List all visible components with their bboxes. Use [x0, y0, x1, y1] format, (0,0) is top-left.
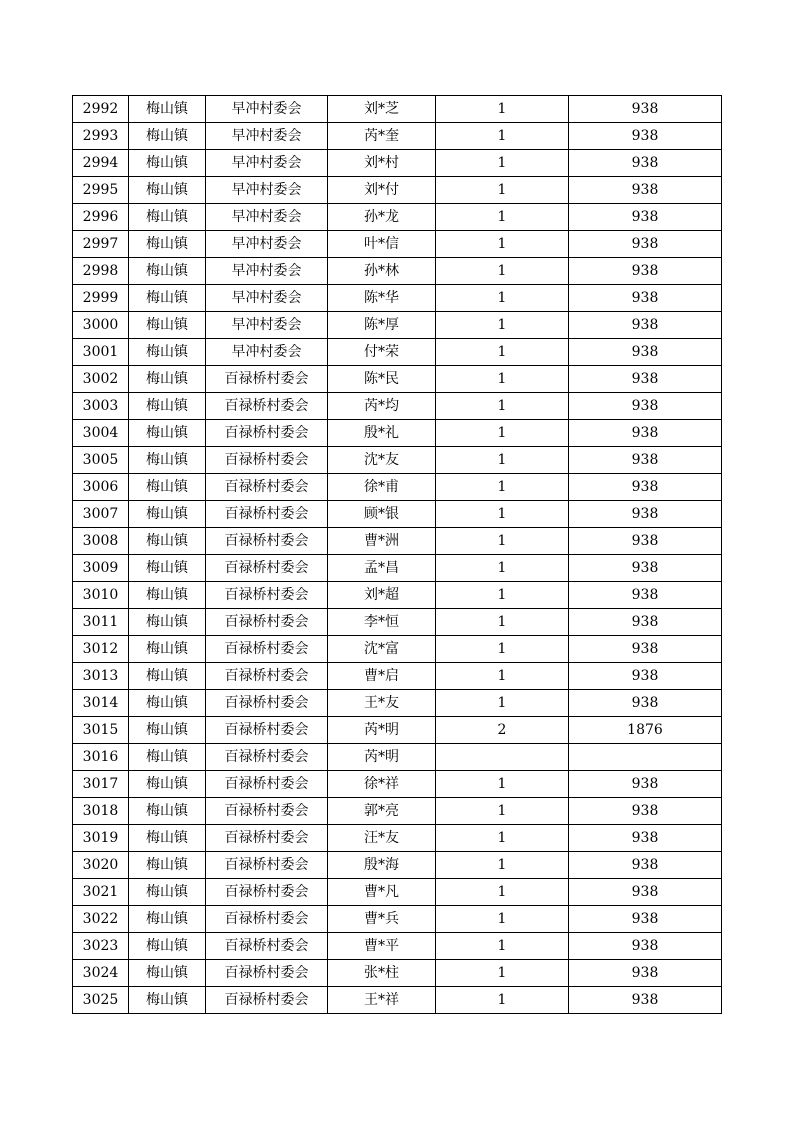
- village-committee-cell: 早冲村委会: [206, 258, 328, 285]
- town-cell: 梅山镇: [129, 312, 206, 339]
- amount-cell: 938: [569, 285, 722, 312]
- serial-number-cell: 3007: [73, 501, 129, 528]
- count-cell: 2: [436, 717, 569, 744]
- count-cell: 1: [436, 609, 569, 636]
- name-cell: 芮*明: [328, 744, 436, 771]
- table-row: [73, 150, 722, 177]
- table-row: [73, 798, 722, 825]
- table-row: [73, 609, 722, 636]
- serial-number-cell: 3009: [73, 555, 129, 582]
- table-row: [73, 852, 722, 879]
- count-cell: 1: [436, 312, 569, 339]
- town-cell: 梅山镇: [129, 690, 206, 717]
- amount-cell: 938: [569, 96, 722, 123]
- count-cell: [436, 744, 569, 771]
- town-cell: 梅山镇: [129, 744, 206, 771]
- amount-cell: 938: [569, 960, 722, 987]
- village-committee-cell: 百禄桥村委会: [206, 852, 328, 879]
- amount-cell: 938: [569, 798, 722, 825]
- name-cell: 芮*均: [328, 393, 436, 420]
- name-cell: 刘*超: [328, 582, 436, 609]
- beneficiary-table: [72, 95, 722, 1014]
- count-cell: 1: [436, 96, 569, 123]
- town-cell: 梅山镇: [129, 447, 206, 474]
- amount-cell: 938: [569, 474, 722, 501]
- table-row: [73, 690, 722, 717]
- name-cell: 曹*兵: [328, 906, 436, 933]
- count-cell: 1: [436, 393, 569, 420]
- serial-number-cell: 3003: [73, 393, 129, 420]
- village-committee-cell: 百禄桥村委会: [206, 474, 328, 501]
- name-cell: 陈*民: [328, 366, 436, 393]
- village-committee-cell: 百禄桥村委会: [206, 420, 328, 447]
- table-row: [73, 744, 722, 771]
- count-cell: 1: [436, 204, 569, 231]
- town-cell: 梅山镇: [129, 258, 206, 285]
- amount-cell: 938: [569, 204, 722, 231]
- amount-cell: 938: [569, 177, 722, 204]
- table-row: [73, 906, 722, 933]
- serial-number-cell: 3000: [73, 312, 129, 339]
- count-cell: 1: [436, 798, 569, 825]
- town-cell: 梅山镇: [129, 906, 206, 933]
- town-cell: 梅山镇: [129, 150, 206, 177]
- table-row: [73, 177, 722, 204]
- serial-number-cell: 3025: [73, 987, 129, 1014]
- town-cell: 梅山镇: [129, 987, 206, 1014]
- amount-cell: 938: [569, 933, 722, 960]
- amount-cell: 938: [569, 555, 722, 582]
- document-table-container: [72, 95, 721, 1014]
- table-row: [73, 366, 722, 393]
- town-cell: 梅山镇: [129, 285, 206, 312]
- village-committee-cell: 百禄桥村委会: [206, 690, 328, 717]
- name-cell: 刘*村: [328, 150, 436, 177]
- name-cell: 孙*龙: [328, 204, 436, 231]
- town-cell: 梅山镇: [129, 798, 206, 825]
- amount-cell: 938: [569, 150, 722, 177]
- town-cell: 梅山镇: [129, 852, 206, 879]
- village-committee-cell: 百禄桥村委会: [206, 933, 328, 960]
- amount-cell: 938: [569, 393, 722, 420]
- name-cell: 曹*洲: [328, 528, 436, 555]
- village-committee-cell: 早冲村委会: [206, 312, 328, 339]
- table-row: [73, 582, 722, 609]
- village-committee-cell: 百禄桥村委会: [206, 555, 328, 582]
- name-cell: 曹*凡: [328, 879, 436, 906]
- count-cell: 1: [436, 879, 569, 906]
- table-row: [73, 501, 722, 528]
- table-row: [73, 339, 722, 366]
- serial-number-cell: 2995: [73, 177, 129, 204]
- serial-number-cell: 3012: [73, 636, 129, 663]
- count-cell: 1: [436, 501, 569, 528]
- town-cell: 梅山镇: [129, 582, 206, 609]
- serial-number-cell: 2998: [73, 258, 129, 285]
- town-cell: 梅山镇: [129, 960, 206, 987]
- table-row: [73, 528, 722, 555]
- town-cell: 梅山镇: [129, 501, 206, 528]
- serial-number-cell: 2996: [73, 204, 129, 231]
- town-cell: 梅山镇: [129, 825, 206, 852]
- village-committee-cell: 百禄桥村委会: [206, 501, 328, 528]
- serial-number-cell: 3020: [73, 852, 129, 879]
- serial-number-cell: 3014: [73, 690, 129, 717]
- table-row: [73, 771, 722, 798]
- village-committee-cell: 早冲村委会: [206, 150, 328, 177]
- name-cell: 刘*付: [328, 177, 436, 204]
- amount-cell: 938: [569, 528, 722, 555]
- amount-cell: 938: [569, 231, 722, 258]
- count-cell: 1: [436, 447, 569, 474]
- town-cell: 梅山镇: [129, 231, 206, 258]
- count-cell: 1: [436, 231, 569, 258]
- count-cell: 1: [436, 555, 569, 582]
- amount-cell: 938: [569, 663, 722, 690]
- table-row: [73, 258, 722, 285]
- town-cell: 梅山镇: [129, 555, 206, 582]
- name-cell: 曹*启: [328, 663, 436, 690]
- serial-number-cell: 2997: [73, 231, 129, 258]
- amount-cell: 938: [569, 609, 722, 636]
- village-committee-cell: 早冲村委会: [206, 285, 328, 312]
- table-row: [73, 825, 722, 852]
- village-committee-cell: 百禄桥村委会: [206, 366, 328, 393]
- count-cell: 1: [436, 285, 569, 312]
- amount-cell: 938: [569, 987, 722, 1014]
- amount-cell: 938: [569, 447, 722, 474]
- count-cell: 1: [436, 852, 569, 879]
- name-cell: 芮*明: [328, 717, 436, 744]
- serial-number-cell: 3017: [73, 771, 129, 798]
- serial-number-cell: 3021: [73, 879, 129, 906]
- village-committee-cell: 百禄桥村委会: [206, 609, 328, 636]
- amount-cell: 938: [569, 825, 722, 852]
- amount-cell: 938: [569, 690, 722, 717]
- name-cell: 付*荣: [328, 339, 436, 366]
- name-cell: 顾*银: [328, 501, 436, 528]
- count-cell: 1: [436, 339, 569, 366]
- village-committee-cell: 百禄桥村委会: [206, 663, 328, 690]
- serial-number-cell: 3001: [73, 339, 129, 366]
- name-cell: 徐*甫: [328, 474, 436, 501]
- count-cell: 1: [436, 771, 569, 798]
- count-cell: 1: [436, 528, 569, 555]
- table-row: [73, 123, 722, 150]
- table-row: [73, 933, 722, 960]
- name-cell: 曹*平: [328, 933, 436, 960]
- count-cell: 1: [436, 906, 569, 933]
- name-cell: 张*柱: [328, 960, 436, 987]
- table-row: [73, 987, 722, 1014]
- name-cell: 陈*华: [328, 285, 436, 312]
- count-cell: 1: [436, 177, 569, 204]
- town-cell: 梅山镇: [129, 771, 206, 798]
- village-committee-cell: 早冲村委会: [206, 123, 328, 150]
- table-row: [73, 879, 722, 906]
- name-cell: 徐*祥: [328, 771, 436, 798]
- town-cell: 梅山镇: [129, 393, 206, 420]
- serial-number-cell: 3018: [73, 798, 129, 825]
- name-cell: 殷*礼: [328, 420, 436, 447]
- town-cell: 梅山镇: [129, 609, 206, 636]
- town-cell: 梅山镇: [129, 420, 206, 447]
- count-cell: 1: [436, 123, 569, 150]
- village-committee-cell: 早冲村委会: [206, 177, 328, 204]
- count-cell: 1: [436, 663, 569, 690]
- table-row: [73, 231, 722, 258]
- table-row: [73, 96, 722, 123]
- count-cell: 1: [436, 960, 569, 987]
- table-row: [73, 204, 722, 231]
- count-cell: 1: [436, 150, 569, 177]
- town-cell: 梅山镇: [129, 933, 206, 960]
- table-row: [73, 447, 722, 474]
- village-committee-cell: 百禄桥村委会: [206, 771, 328, 798]
- table-row: [73, 312, 722, 339]
- serial-number-cell: 3022: [73, 906, 129, 933]
- table-row: [73, 960, 722, 987]
- amount-cell: [569, 744, 722, 771]
- amount-cell: 938: [569, 420, 722, 447]
- serial-number-cell: 3005: [73, 447, 129, 474]
- count-cell: 1: [436, 420, 569, 447]
- name-cell: 孙*林: [328, 258, 436, 285]
- village-committee-cell: 早冲村委会: [206, 339, 328, 366]
- table-row: [73, 663, 722, 690]
- village-committee-cell: 早冲村委会: [206, 204, 328, 231]
- amount-cell: 938: [569, 636, 722, 663]
- amount-cell: 938: [569, 123, 722, 150]
- serial-number-cell: 2999: [73, 285, 129, 312]
- amount-cell: 938: [569, 339, 722, 366]
- name-cell: 郭*亮: [328, 798, 436, 825]
- name-cell: 沈*富: [328, 636, 436, 663]
- name-cell: 刘*芝: [328, 96, 436, 123]
- count-cell: 1: [436, 258, 569, 285]
- count-cell: 1: [436, 825, 569, 852]
- amount-cell: 938: [569, 771, 722, 798]
- name-cell: 汪*友: [328, 825, 436, 852]
- amount-cell: 938: [569, 312, 722, 339]
- table-row: [73, 717, 722, 744]
- serial-number-cell: 2994: [73, 150, 129, 177]
- town-cell: 梅山镇: [129, 177, 206, 204]
- table-body: [73, 96, 722, 1014]
- serial-number-cell: 3015: [73, 717, 129, 744]
- village-committee-cell: 百禄桥村委会: [206, 744, 328, 771]
- serial-number-cell: 3002: [73, 366, 129, 393]
- village-committee-cell: 百禄桥村委会: [206, 879, 328, 906]
- table-row: [73, 393, 722, 420]
- village-committee-cell: 百禄桥村委会: [206, 798, 328, 825]
- count-cell: 1: [436, 933, 569, 960]
- town-cell: 梅山镇: [129, 474, 206, 501]
- town-cell: 梅山镇: [129, 663, 206, 690]
- serial-number-cell: 3024: [73, 960, 129, 987]
- village-committee-cell: 百禄桥村委会: [206, 960, 328, 987]
- village-committee-cell: 百禄桥村委会: [206, 447, 328, 474]
- count-cell: 1: [436, 582, 569, 609]
- amount-cell: 938: [569, 852, 722, 879]
- village-committee-cell: 百禄桥村委会: [206, 528, 328, 555]
- village-committee-cell: 百禄桥村委会: [206, 582, 328, 609]
- village-committee-cell: 百禄桥村委会: [206, 636, 328, 663]
- count-cell: 1: [436, 474, 569, 501]
- name-cell: 殷*海: [328, 852, 436, 879]
- serial-number-cell: 3010: [73, 582, 129, 609]
- serial-number-cell: 3019: [73, 825, 129, 852]
- serial-number-cell: 3006: [73, 474, 129, 501]
- amount-cell: 938: [569, 582, 722, 609]
- serial-number-cell: 3011: [73, 609, 129, 636]
- village-committee-cell: 百禄桥村委会: [206, 393, 328, 420]
- amount-cell: 938: [569, 879, 722, 906]
- village-committee-cell: 百禄桥村委会: [206, 906, 328, 933]
- town-cell: 梅山镇: [129, 879, 206, 906]
- town-cell: 梅山镇: [129, 528, 206, 555]
- town-cell: 梅山镇: [129, 339, 206, 366]
- count-cell: 1: [436, 636, 569, 663]
- village-committee-cell: 早冲村委会: [206, 96, 328, 123]
- amount-cell: 1876: [569, 717, 722, 744]
- town-cell: 梅山镇: [129, 366, 206, 393]
- name-cell: 陈*厚: [328, 312, 436, 339]
- amount-cell: 938: [569, 501, 722, 528]
- name-cell: 叶*信: [328, 231, 436, 258]
- town-cell: 梅山镇: [129, 123, 206, 150]
- amount-cell: 938: [569, 366, 722, 393]
- table-row: [73, 420, 722, 447]
- village-committee-cell: 百禄桥村委会: [206, 825, 328, 852]
- name-cell: 王*祥: [328, 987, 436, 1014]
- town-cell: 梅山镇: [129, 204, 206, 231]
- name-cell: 王*友: [328, 690, 436, 717]
- village-committee-cell: 百禄桥村委会: [206, 717, 328, 744]
- serial-number-cell: 3008: [73, 528, 129, 555]
- name-cell: 沈*友: [328, 447, 436, 474]
- table-row: [73, 285, 722, 312]
- serial-number-cell: 2993: [73, 123, 129, 150]
- name-cell: 李*恒: [328, 609, 436, 636]
- count-cell: 1: [436, 690, 569, 717]
- table-row: [73, 555, 722, 582]
- name-cell: 芮*奎: [328, 123, 436, 150]
- serial-number-cell: 3016: [73, 744, 129, 771]
- town-cell: 梅山镇: [129, 717, 206, 744]
- village-committee-cell: 百禄桥村委会: [206, 987, 328, 1014]
- serial-number-cell: 2992: [73, 96, 129, 123]
- town-cell: 梅山镇: [129, 636, 206, 663]
- name-cell: 孟*昌: [328, 555, 436, 582]
- table-row: [73, 636, 722, 663]
- serial-number-cell: 3013: [73, 663, 129, 690]
- count-cell: 1: [436, 987, 569, 1014]
- town-cell: 梅山镇: [129, 96, 206, 123]
- serial-number-cell: 3023: [73, 933, 129, 960]
- table-row: [73, 474, 722, 501]
- serial-number-cell: 3004: [73, 420, 129, 447]
- count-cell: 1: [436, 366, 569, 393]
- amount-cell: 938: [569, 906, 722, 933]
- village-committee-cell: 早冲村委会: [206, 231, 328, 258]
- amount-cell: 938: [569, 258, 722, 285]
